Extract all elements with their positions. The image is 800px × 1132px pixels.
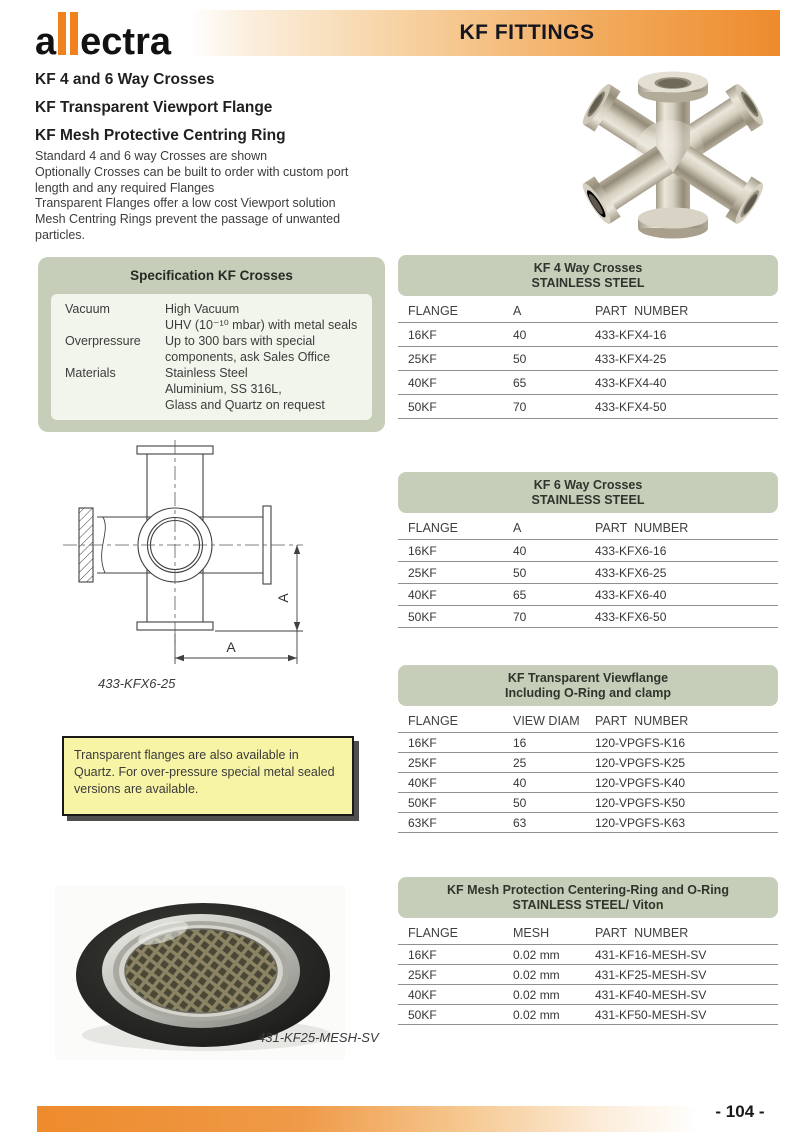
- brand-logo: [35, 11, 171, 61]
- logo-bar-icon: [58, 12, 66, 55]
- table-mesh-centering-ring: [398, 877, 778, 1025]
- cross-technical-drawing: [35, 438, 345, 678]
- title-mesh-ring: KF Mesh Protective Centring Ring: [35, 127, 286, 144]
- table-transparent-viewflange: [398, 665, 778, 833]
- spec-row-materials: Materials Stainless Steel Aluminium, SS 316L, Glass and Quartz on request: [65, 366, 325, 412]
- table-row: 16KF 40 433-KFX6-16: [398, 540, 778, 562]
- drawing-caption: 433-KFX6-25: [98, 676, 176, 691]
- spec-label: Materials: [65, 366, 116, 380]
- note-box: Transparent flanges are also available in Quartz. For over-pressure special metal sealed versions are available.: [62, 736, 354, 816]
- footer-bar: [37, 1106, 700, 1132]
- title-crosses: KF 4 and 6 Way Crosses: [35, 71, 215, 88]
- table-title: KF 6 Way Crosses STAINLESS STEEL: [398, 472, 778, 513]
- table-row: 40KF 65 433-KFX4-40: [398, 371, 778, 395]
- table-row: 16KF 16 120-VPGFS-K16: [398, 733, 778, 753]
- intro-paragraph: Standard 4 and 6 way Crosses are shown Optionally Crosses can be built to order with custom port length and any required Flanges Transparent Flanges offer a low cost Viewport solution Mesh Centring Rings prevent the passage of unwanted particles.: [35, 149, 349, 242]
- table-title: KF Mesh Protection Centering-Ring and O-Ring STAINLESS STEEL/ Viton: [398, 877, 778, 918]
- table-row: 40KF 65 433-KFX6-40: [398, 584, 778, 606]
- spec-box-title: Specification KF Crosses: [130, 268, 293, 283]
- table-row: 50KF 70 433-KFX4-50: [398, 395, 778, 419]
- table-kf4-way-crosses: [398, 255, 778, 419]
- page-titles: [35, 66, 286, 150]
- photo-caption: 431-KF25-MESH-SV: [258, 1030, 379, 1045]
- spec-box: [38, 257, 385, 432]
- column-headers: FLANGE A PART NUMBER: [398, 517, 778, 540]
- column-headers: FLANGE A PART NUMBER: [398, 300, 778, 323]
- table-row: 50KF 0.02 mm 431-KF50-MESH-SV: [398, 1005, 778, 1025]
- column-headers: FLANGE VIEW DIAM PART NUMBER: [398, 710, 778, 733]
- table-row: 50KF 50 120-VPGFS-K50: [398, 793, 778, 813]
- banner-title: KF FITTINGS: [459, 21, 595, 44]
- title-viewport: KF Transparent Viewport Flange: [35, 99, 273, 116]
- table-row: 25KF 25 120-VPGFS-K25: [398, 753, 778, 773]
- header-banner: [190, 10, 780, 56]
- table-row: 63KF 63 120-VPGFS-K63: [398, 813, 778, 833]
- table-kf6-way-crosses: [398, 472, 778, 628]
- table-row: 25KF 50 433-KFX6-25: [398, 562, 778, 584]
- table-row: 16KF 0.02 mm 431-KF16-MESH-SV: [398, 945, 778, 965]
- spec-row-overpressure: Overpressure Up to 300 bars with special components, ask Sales Office: [65, 334, 331, 364]
- spec-label: Overpressure: [65, 334, 141, 348]
- table-row: 25KF 0.02 mm 431-KF25-MESH-SV: [398, 965, 778, 985]
- page-number: - 104 -: [715, 1102, 765, 1121]
- spec-label: Vacuum: [65, 302, 110, 316]
- table-row: 40KF 40 120-VPGFS-K40: [398, 773, 778, 793]
- dim-label-a-horizontal: A: [226, 639, 236, 655]
- table-title: KF 4 Way Crosses STAINLESS STEEL: [398, 255, 778, 296]
- column-headers: FLANGE MESH PART NUMBER: [398, 922, 778, 945]
- brand-text-a: a: [35, 21, 57, 63]
- table-row: 40KF 0.02 mm 431-KF40-MESH-SV: [398, 985, 778, 1005]
- six-way-cross-render: [548, 58, 798, 254]
- table-row: 50KF 70 433-KFX6-50: [398, 606, 778, 628]
- table-row: 16KF 40 433-KFX4-16: [398, 323, 778, 347]
- table-title: KF Transparent Viewflange Including O-Ring and clamp: [398, 665, 778, 706]
- table-row: 25KF 50 433-KFX4-25: [398, 347, 778, 371]
- spec-box-body: [51, 294, 372, 420]
- dim-label-a-vertical: A: [275, 593, 291, 603]
- logo-bar-icon: [70, 12, 78, 55]
- spec-row-vacuum: Vacuum High Vacuum UHV (10⁻¹⁰ mbar) with metal seals: [65, 302, 358, 332]
- brand-text-ectra: ectra: [80, 21, 171, 63]
